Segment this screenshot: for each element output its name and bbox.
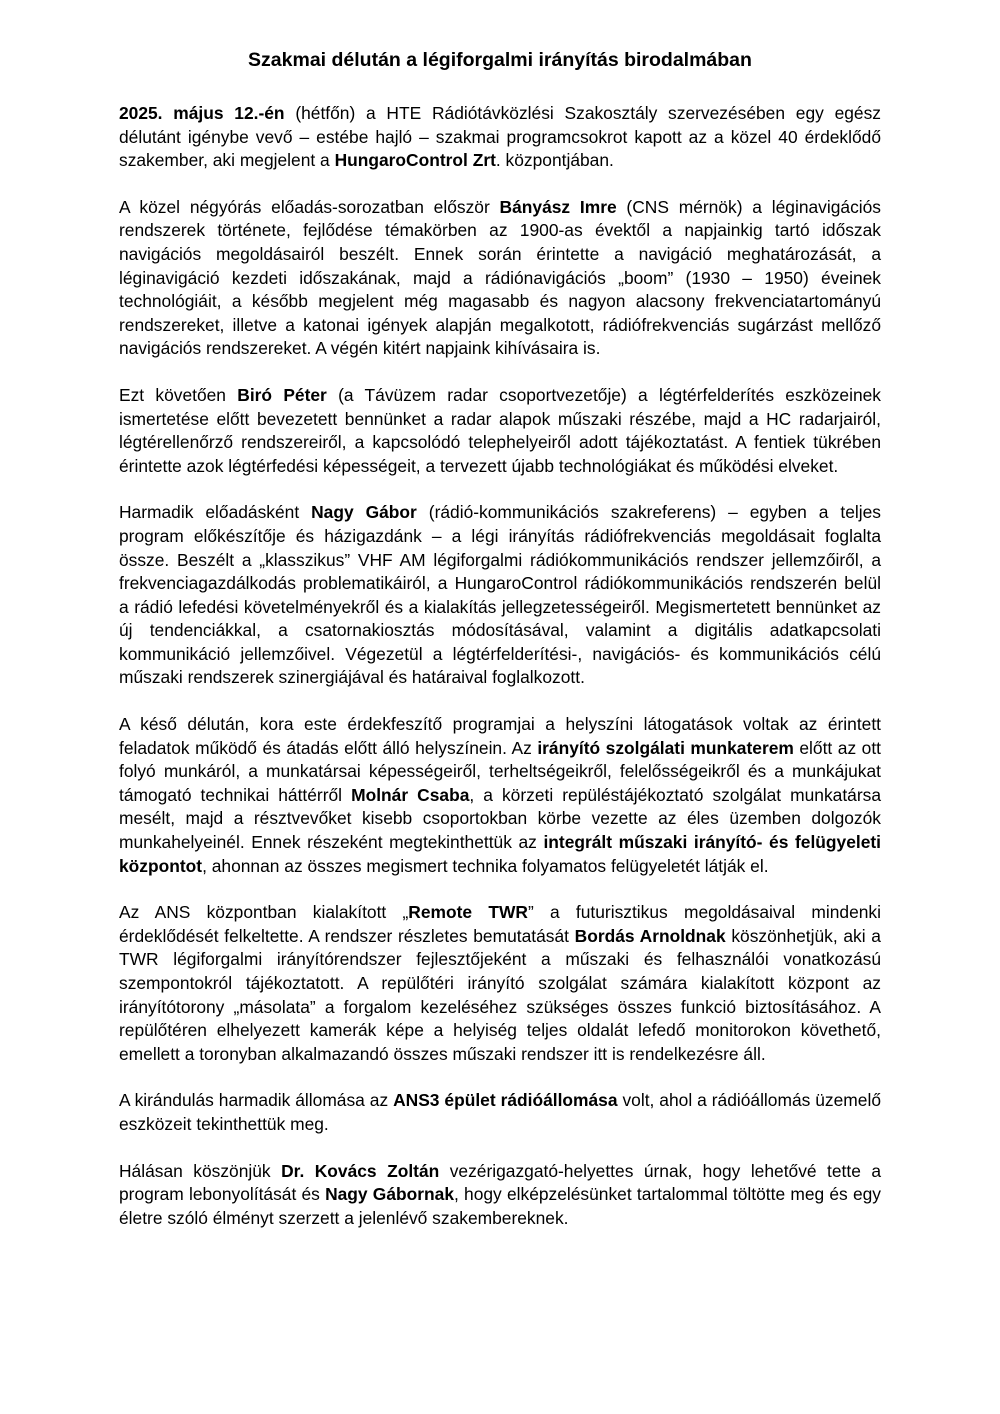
text-run: Az ANS központban kialakított „ [119, 902, 409, 923]
text-run: A kirándulás harmadik állomása az [119, 1090, 394, 1111]
text-run: Hálásan köszönjük [119, 1160, 282, 1181]
bold-run: Nagy Gábor [311, 502, 417, 523]
text-run: , a körzeti repüléstájékoztató szolgálat munkatársa mesélt, majd a résztvevőket kisebb csoportokban körbe vezette az éles üzemben dolgozók munkahelyeinél. Ennek részeként megtekinthettük az [119, 784, 881, 853]
document-title: Szakmai délután a légiforgalmi irányítás birodalmában [248, 49, 752, 71]
paragraph-5 [119, 713, 881, 878]
text-run: (CNS mérnök) a léginavigációs rendszerek története, fejlődése témakörben az 1900-as évektől a napjainkig tartó időszak navigációs megoldásairól beszélt. Ennek során érintette a navigáció meghatározását, a léginavigáció kezdeti időszakának, majd a rádiónavigációs „boom” (1930 – 1950) éveinek technológiáit, a később megjelent még magasabb és nagyon alacsony frekvenciatartományú rendszereket, illetve a katonai igények alapján megalkotott, rádiófrekvenciás sugárzást mellőző navigációs rendszereket. A végén kitért napjaink kihívásaira is. [119, 196, 881, 359]
bold-run: Remote TWR [408, 902, 528, 923]
bold-run: Bányász Imre [499, 196, 617, 217]
bold-run: ANS3 épület rádióállomása [393, 1090, 618, 1111]
bold-run: HungaroControl Zrt [334, 150, 496, 171]
text-run: A közel négyórás előadás-sorozatban először [119, 196, 500, 217]
bold-run: Bordás Arnoldnak [574, 925, 726, 946]
paragraph-8 [119, 1160, 881, 1231]
paragraph-6 [119, 901, 881, 1066]
paragraph-1 [119, 102, 881, 173]
text-run: vezérigazgató-helyettes úrnak, hogy lehetővé tette a program lebonyolítását és [119, 1160, 882, 1205]
text-run: Harmadik előadásként [119, 502, 312, 523]
paragraph-2 [119, 196, 881, 361]
text-run: . központjában. [495, 150, 614, 171]
text-run: Ezt követően [119, 384, 238, 405]
bold-run: Biró Péter [237, 384, 327, 405]
paragraph-7 [119, 1089, 881, 1136]
text-run: , hogy elképzelésünket tartalommal töltötte meg és egy életre szóló élményt szerzett a jelenlévő szakembereknek. [119, 1184, 881, 1228]
paragraph-4 [119, 501, 881, 690]
text-run: köszönhetjük, aki a TWR légiforgalmi irányítórendszer fejlesztőjeként a műszaki és felhasználói vonatkozású szempontokról tájékoztatott. A repülőtéri irányító szolgálat számára kialakított központ az irányítótorony „másolata” a forgalom kezeléséhez szükséges összes funkció biztosításához. A repülőtéren elhelyezett kamerák képe a helyiség teljes oldalát lefedő monitorokon követhető, emellett a toronyban alkalmazandó összes műszaki rendszer itt is rendelkezésre áll. [119, 925, 881, 1064]
bold-run: integrált műszaki irányító- és felügyeleti központot [119, 832, 881, 876]
bold-run: Dr. Kovács Zoltán [281, 1160, 440, 1181]
text-run: ” a futurisztikus megoldásaival mindenki érdeklődését felkeltette. A rendszer részletes bemutatását [119, 902, 881, 946]
article-body [119, 102, 881, 1230]
text-run: A késő délután, kora este érdekfeszítő programjai a helyszíni látogatások voltak az érintett feladatok működő és átadás előtt álló helyszínein. Az [119, 714, 881, 758]
bold-run: Nagy Gábornak [325, 1184, 454, 1205]
document-page [119, 48, 881, 1253]
bold-run: Molnár Csaba [351, 784, 470, 805]
text-run: (rádió-kommunikációs szakreferens) – egyben a teljes program előkészítője és házigazdánk – a légi irányítás rádiófrekvenciás megoldásait foglalta össze. Beszélt a „klasszikus” VHF AM légiforgalmi rádiókommunikációs rendszer jellemzőiről, a frekvenciagazdálkodás problematikáiról, a HungaroControl rádiókommunikációs rendszerén belül a rádió lefedési követelményekről és a kialakítás jellegzetességeiről. Megismertetett bennünket az új tendenciákkal, a csatornakiosztás módosításával, valamint a digitális adatkapcsolati kommunikáció jellemzőivel. Végezetül a légtérfelderítési-, navigációs- és kommunikációs célú műszaki rendszerek szinergiájával és határaival foglalkozott. [119, 502, 881, 688]
bold-run: irányító szolgálati munkaterem [537, 737, 794, 758]
text-run: volt, ahol a rádióállomás üzemelő eszközeit tekinthettük meg. [119, 1090, 881, 1134]
text-run: előtt az ott folyó munkáról, a munkatársai képességeiről, terheltségeikről, felelősségeikről és a munkájukat támogató technikai háttérről [119, 737, 881, 805]
paragraph-3 [119, 384, 881, 478]
text-run: (hétfőn) a HTE Rádiótávközlési Szakosztály szervezésében egy egész délutánt igénybe vevő – estébe hajló – szakmai programcsokrot kapott az a közel 40 érdeklődő szakember, aki megjelent a [119, 103, 881, 171]
text-run: (a Távüzem radar csoportvezetője) a légtérfelderítés eszközeinek ismertetése előtt bevezetett bennünket a radar alapok műszaki részébe, majd a HC radarjairól, légtérellenőrző rendszereiről, a kapcsolódó telephelyeiről adott tájékoztatást. A fentiek tükrében érintette azok légtérfedési képességeit, a tervezett újabb technológiákat és működési elveket. [119, 384, 881, 476]
bold-run: 2025. május 12.-én [119, 103, 285, 123]
text-run: , ahonnan az összes megismert technika folyamatos felügyeletét látják el. [202, 855, 769, 876]
